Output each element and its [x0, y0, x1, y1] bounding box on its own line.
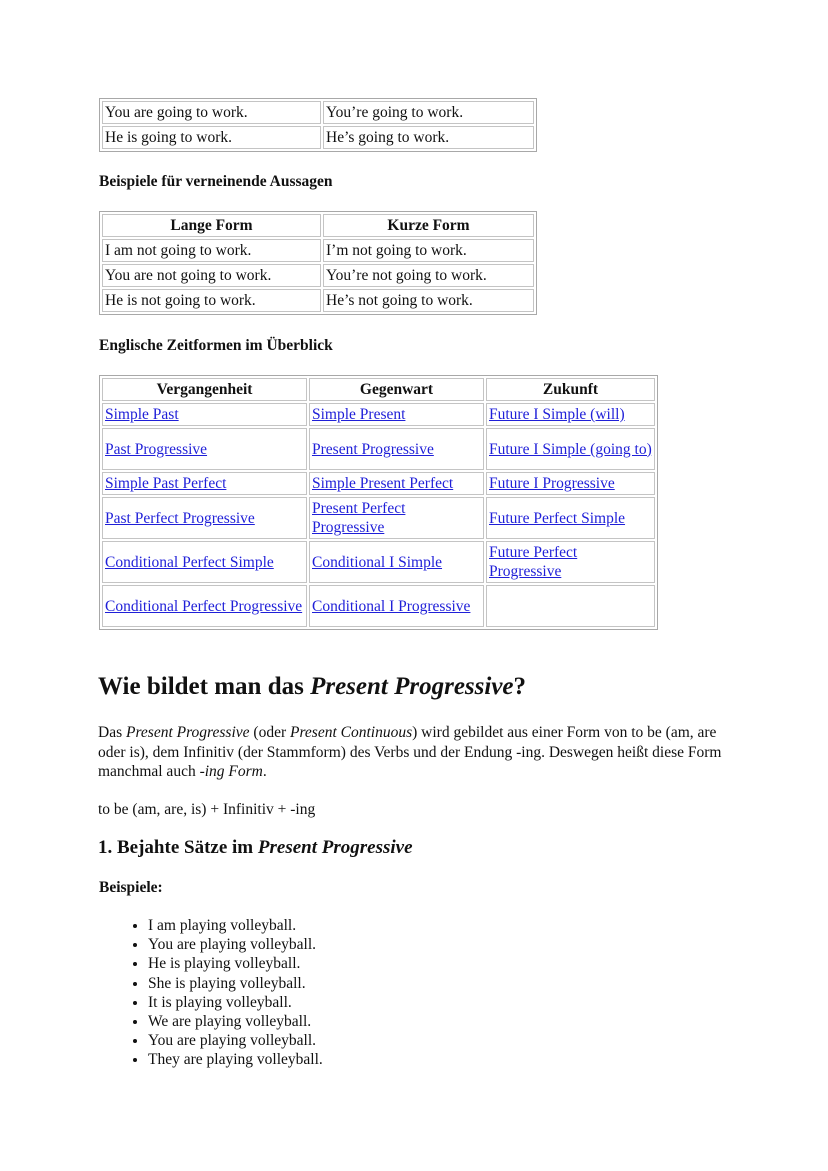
table-cell [486, 403, 655, 426]
table-cell: You’re not going to work. [323, 264, 534, 287]
table-row [102, 239, 534, 262]
table-cell [486, 541, 655, 583]
table-cell: You are going to work. [102, 101, 321, 124]
tense-link[interactable]: Present Perfect Progressive [312, 500, 406, 536]
tense-link[interactable]: Present Progressive [312, 440, 434, 458]
tense-link[interactable]: Future I Simple (going to) [489, 440, 652, 458]
formula-text: to be (am, are, is) + Infinitiv + -ing [98, 801, 316, 818]
column-header: Vergangenheit [102, 378, 307, 401]
table-cell [102, 541, 307, 583]
negative-statements-table [99, 211, 537, 315]
table-cell: He’s not going to work. [323, 289, 534, 312]
table-header-row [102, 378, 655, 401]
table-cell [309, 472, 484, 495]
table-cell [486, 428, 655, 470]
tense-link[interactable]: Conditional I Progressive [312, 597, 471, 615]
examples-label: Beispiele: [99, 879, 163, 896]
tense-link[interactable]: Future Perfect Simple [489, 509, 626, 527]
column-header: Zukunft [486, 378, 655, 401]
table-cell [309, 497, 484, 539]
tense-link[interactable]: Simple Past [105, 406, 179, 423]
list-item: • You are playing volleyball. [148, 935, 323, 954]
table-row [102, 472, 655, 495]
list-item: • I am playing volleyball. [148, 916, 323, 935]
list-item: • He is playing volleyball. [148, 954, 323, 973]
list-item: • It is playing volleyball. [148, 993, 323, 1012]
tenses-section-heading: Englische Zeitformen im Überblick [99, 337, 333, 354]
tenses-overview-table [99, 375, 658, 630]
tense-link[interactable]: Conditional Perfect Progressive [105, 597, 303, 615]
table-cell [309, 428, 484, 470]
contraction-table [99, 98, 537, 152]
table-cell [486, 497, 655, 539]
intro-paragraph: Das Present Progressive (oder Present Continuous) wird gebildet aus einer Form von to be (am, are oder is), dem Infinitiv (der Stammform) des Verbs und der Endung -ing. Deswegen heißt diese Form manchmal auch -ing Form. [98, 724, 722, 780]
page-title: Wie bildet man das Present Progressive? [98, 673, 527, 700]
table-row [102, 289, 534, 312]
column-header: Kurze Form [323, 214, 534, 237]
tense-link[interactable]: Simple Present Perfect [312, 475, 454, 492]
table-cell: He is going to work. [102, 126, 321, 149]
table-cell [309, 541, 484, 583]
tense-link[interactable]: Simple Present [312, 406, 406, 423]
table-cell: You are not going to work. [102, 264, 321, 287]
table-cell [102, 472, 307, 495]
tense-link[interactable]: Past Perfect Progressive [105, 509, 255, 527]
tense-link[interactable]: Conditional I Simple [312, 553, 443, 571]
column-header: Lange Form [102, 214, 321, 237]
table-cell: He’s going to work. [323, 126, 534, 149]
table-row [102, 403, 655, 426]
table-row [102, 126, 534, 149]
table-cell: He is not going to work. [102, 289, 321, 312]
tense-link[interactable]: Simple Past Perfect [105, 475, 227, 492]
tense-link[interactable]: Future I Simple (will) [489, 406, 625, 423]
table-row [102, 428, 655, 470]
tense-link[interactable]: Future I Progressive [489, 475, 615, 492]
table-cell [102, 497, 307, 539]
table-row [102, 541, 655, 583]
table-header-row [102, 214, 534, 237]
table-cell [309, 403, 484, 426]
list-item: • You are playing volleyball. [148, 1031, 323, 1050]
tense-link[interactable]: Future Perfect Progressive [489, 544, 578, 580]
table-cell [309, 585, 484, 627]
table-row [102, 585, 655, 627]
table-cell: I’m not going to work. [323, 239, 534, 262]
table-cell: I am not going to work. [102, 239, 321, 262]
table-cell-empty [486, 585, 655, 627]
list-item: • They are playing volleyball. [148, 1050, 323, 1069]
column-header: Gegenwart [309, 378, 484, 401]
table-cell [102, 585, 307, 627]
table-row [102, 497, 655, 539]
list-item: • She is playing volleyball. [148, 974, 323, 993]
examples-list [98, 916, 323, 1070]
table-cell [486, 472, 655, 495]
table-cell [102, 428, 307, 470]
table-cell: You’re going to work. [323, 101, 534, 124]
table-cell [102, 403, 307, 426]
list-item: • We are playing volleyball. [148, 1012, 323, 1031]
section-heading: 1. Bejahte Sätze im Present Progressive [98, 837, 413, 858]
tense-link[interactable]: Conditional Perfect Simple [105, 553, 274, 571]
table-row [102, 101, 534, 124]
negative-section-heading: Beispiele für verneinende Aussagen [99, 173, 333, 190]
table-row [102, 264, 534, 287]
tense-link[interactable]: Past Progressive [105, 440, 208, 458]
